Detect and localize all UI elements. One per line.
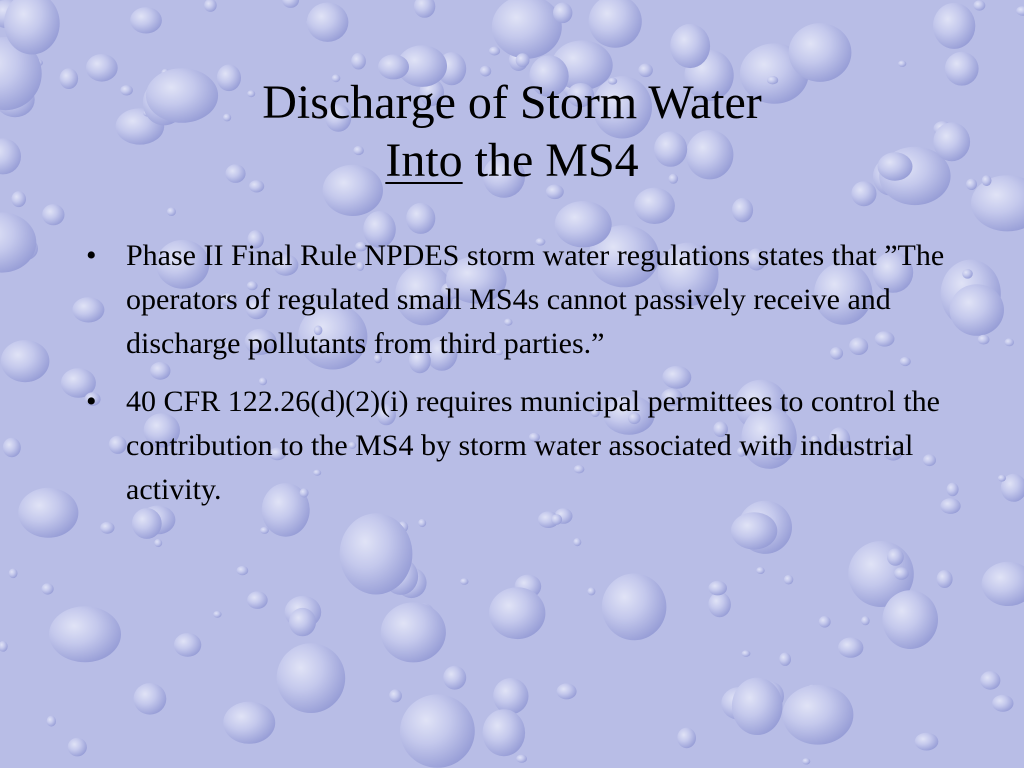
water-droplet <box>962 269 973 279</box>
water-droplet <box>894 567 909 580</box>
title-line-2 <box>112 132 912 190</box>
water-droplet <box>677 728 696 749</box>
water-droplet <box>998 475 1006 482</box>
bullet-item-40-cfr <box>84 380 954 512</box>
water-droplet <box>47 716 56 727</box>
water-droplet <box>516 755 527 763</box>
bullet-text: 40 CFR 122.26(d)(2)(i) requires municipal permittees to control the contribution to the MS4 by storm water associated with industrial activity. <box>126 385 940 506</box>
title-line-2-rest: the MS4 <box>462 133 639 187</box>
water-droplet <box>882 590 938 649</box>
water-droplet <box>634 188 675 224</box>
water-droplet <box>573 538 581 546</box>
water-droplet <box>980 671 1000 690</box>
water-droplet <box>898 61 906 67</box>
water-droplet <box>49 606 121 662</box>
water-droplet <box>489 587 545 639</box>
water-droplet <box>42 204 64 225</box>
water-droplet <box>493 678 528 714</box>
bullet-marker: • <box>86 239 97 272</box>
water-droplet <box>9 569 18 579</box>
water-droplet <box>708 581 727 596</box>
title-line-1: Discharge of Storm Water <box>262 76 762 129</box>
water-droplet <box>670 24 710 68</box>
water-droplet <box>602 574 667 641</box>
water-droplet <box>460 578 468 585</box>
water-droplet <box>134 683 167 715</box>
water-droplet <box>400 694 475 767</box>
bullet-marker: • <box>86 385 97 418</box>
water-droplet <box>277 643 346 713</box>
title-underlined-word: Into <box>385 133 463 187</box>
water-droplet <box>351 53 366 70</box>
water-droplet <box>11 191 26 207</box>
water-droplet <box>223 702 275 744</box>
water-droplet <box>708 592 731 617</box>
water-droplet <box>60 68 79 89</box>
water-droplet <box>389 689 402 702</box>
water-droplet <box>782 685 853 745</box>
bullet-item-phase-ii <box>84 234 954 366</box>
water-droplet <box>289 608 316 636</box>
water-droplet <box>992 695 1013 712</box>
water-droplet <box>553 3 572 24</box>
bullet-text: Phase II Final Rule NPDES storm water regulations states that ”The operators of regulated small MS4s cannot passively receive and discharge pollutants from third parties.” <box>126 239 945 360</box>
water-droplet <box>516 53 530 67</box>
water-droplet <box>933 3 975 49</box>
water-droplet <box>1005 338 1014 346</box>
water-droplet <box>779 653 791 666</box>
water-droplet <box>174 633 201 657</box>
water-droplet <box>887 548 904 565</box>
water-droplet <box>756 567 764 574</box>
water-droplet <box>732 198 753 222</box>
water-droplet <box>861 616 870 625</box>
water-droplet <box>978 335 990 345</box>
water-droplet <box>3 438 21 457</box>
bullet-list <box>84 234 954 526</box>
water-droplet <box>237 566 249 575</box>
water-droplet <box>42 583 54 594</box>
water-droplet <box>974 0 986 10</box>
water-droplet <box>154 539 162 547</box>
water-droplet <box>260 527 269 534</box>
water-droplet <box>937 570 953 588</box>
water-droplet <box>587 587 595 595</box>
water-droplet <box>381 602 446 662</box>
water-droplet <box>247 591 268 609</box>
water-droplet <box>802 758 810 764</box>
water-droplet <box>130 7 162 33</box>
water-droplet <box>950 284 1004 336</box>
water-droplet <box>213 611 221 618</box>
water-droplet <box>167 207 176 216</box>
water-droplet <box>784 575 793 585</box>
water-droplet <box>307 3 349 42</box>
water-droplet <box>443 666 466 690</box>
water-droplet <box>838 637 863 657</box>
water-droplet <box>819 616 831 628</box>
water-droplet <box>915 733 939 751</box>
water-droplet <box>732 678 783 735</box>
water-droplet <box>406 203 435 234</box>
water-droplet <box>982 175 992 186</box>
slide-title <box>112 74 912 189</box>
water-droplet <box>557 683 577 699</box>
water-droplet <box>945 52 979 86</box>
water-droplet <box>18 488 78 538</box>
water-droplet <box>966 179 977 190</box>
water-droplet <box>742 650 751 657</box>
water-droplet <box>483 709 526 756</box>
water-droplet <box>68 738 87 757</box>
water-droplet <box>1 340 50 382</box>
water-droplet <box>933 122 970 161</box>
water-droplet <box>489 47 500 56</box>
